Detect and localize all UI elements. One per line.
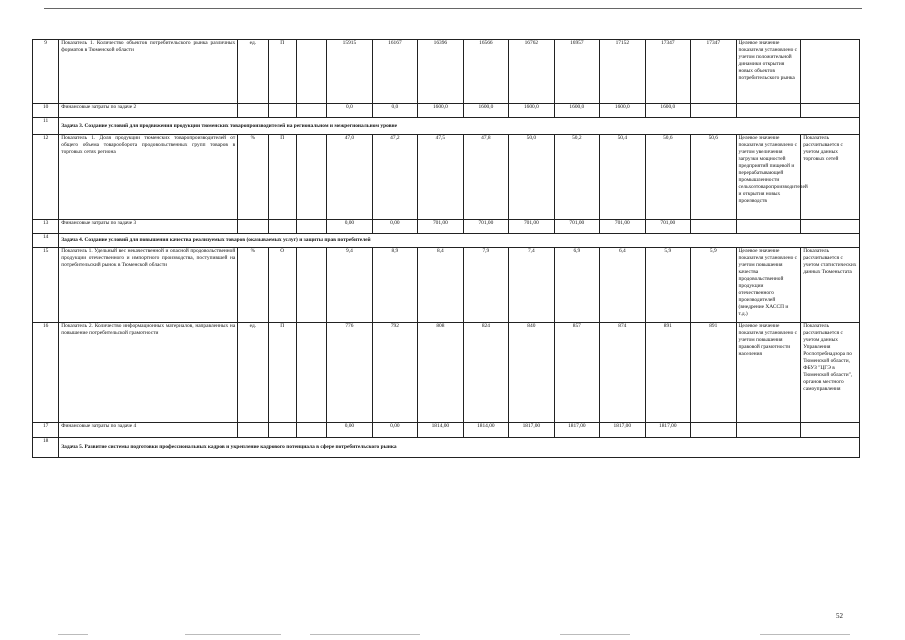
note-cell [736, 423, 801, 438]
value-cell: 891 [691, 323, 736, 423]
note-cell [736, 220, 801, 234]
source-note-cell: Показатель рассчитывается с учетом статистических данных Тюменьстата [801, 248, 860, 323]
table-row [33, 40, 860, 104]
note-cell: Целевое значение показателя установлено с учетом повышения качества продовольственной продукции отечественного производителей (внедрение ХАССП и т.д.) [736, 248, 801, 323]
source-note-cell [801, 40, 860, 104]
table-row [33, 248, 860, 323]
value-cell [691, 220, 736, 234]
value-cell: 701,00 [418, 220, 463, 234]
indicator-name: Показатель 1. Количество объектов потребительского рынка различных форматов в Тюменской области [59, 40, 238, 104]
value-cell: 0,00 [372, 423, 417, 438]
indicator-name: Показатель 2. Количество информационных материалов, направленных на повышение потребительской грамотности [59, 323, 238, 423]
direction-cell: О [268, 248, 296, 323]
value-cell: 16957 [554, 40, 599, 104]
task-title: Задача 4. Создание условий для повышения качества реализуемых товаров (оказываемых услуг) и защиты прав потребителей [59, 234, 860, 248]
value-cell: 1817,00 [509, 423, 554, 438]
task-title: Задача 3. Создание условий для продвижения продукции тюменских товаропроизводителей на региональном и межрегиональном уровне [59, 118, 860, 135]
value-cell: 874 [600, 323, 645, 423]
footer-line [58, 634, 88, 635]
value-cell: 0,0 [327, 104, 372, 118]
unit-cell [238, 220, 268, 234]
value-cell: 5,9 [645, 248, 690, 323]
indicator-name: Финансовые затраты по задаче 4 [59, 423, 238, 438]
value-cell: 6,4 [600, 248, 645, 323]
direction-cell: П [268, 323, 296, 423]
row-number: 10 [33, 104, 59, 118]
value-cell: 8,9 [372, 248, 417, 323]
unit-cell: ед. [238, 40, 268, 104]
value-cell: 1600,0 [418, 104, 463, 118]
table-row [33, 220, 860, 234]
value-cell: 7,4 [509, 248, 554, 323]
row-number: 12 [33, 135, 59, 220]
source-note-cell [801, 220, 860, 234]
value-cell: 776 [327, 323, 372, 423]
note-cell: Целевое значение показателя установлено с учетом положительной динамики открытия новых объектов потребительского рынка [736, 40, 801, 104]
value-cell: 50,6 [691, 135, 736, 220]
value-cell: 701,00 [645, 220, 690, 234]
value-cell: 17347 [691, 40, 736, 104]
value-cell [691, 104, 736, 118]
footer-line [760, 634, 850, 635]
value-cell: 0,00 [327, 423, 372, 438]
page-top-border [44, 8, 862, 9]
table-body [33, 40, 860, 458]
value-cell: 50,2 [554, 135, 599, 220]
indicator-name: Финансовые затраты по задаче 2 [59, 104, 238, 118]
value-cell: 840 [509, 323, 554, 423]
unit-cell: % [238, 248, 268, 323]
source-note-cell: Показатель рассчитывается с учетом данных Управления Роспотребнадзора по Тюменской области, ФБУЗ "ЦГЭ в Тюменской области", органов местного самоуправления [801, 323, 860, 423]
note-cell: Целевое значение показателя установлено с учетом повышения правовой грамотности населения [736, 323, 801, 423]
indicator-name: Показатель 1. Удельный вес некачественной и опасной продовольственной продукции отечественного и импортного производства, поступившей на потребительский рынок в Тюменской области [59, 248, 238, 323]
row-number: 17 [33, 423, 59, 438]
value-cell: 15915 [327, 40, 372, 104]
page-number: 52 [836, 612, 843, 620]
value-cell: 701,00 [463, 220, 508, 234]
value-cell: 47,2 [372, 135, 417, 220]
value-cell: 47,8 [463, 135, 508, 220]
value-cell: 50,6 [645, 135, 690, 220]
extra-cell [296, 40, 326, 104]
extra-cell [296, 323, 326, 423]
unit-cell: % [238, 135, 268, 220]
extra-cell [296, 423, 326, 438]
row-number: 14 [33, 234, 59, 248]
value-cell: 701,00 [600, 220, 645, 234]
value-cell: 0,00 [327, 220, 372, 234]
value-cell: 1600,0 [509, 104, 554, 118]
extra-cell [296, 104, 326, 118]
direction-cell [268, 423, 296, 438]
value-cell: 6,9 [554, 248, 599, 323]
task-title: Задача 5. Развитие системы подготовки профессиональных кадров и укрепление кадрового потенциала в сфере потребительского рынка [59, 438, 860, 458]
table-row [33, 423, 860, 438]
table-row [33, 135, 860, 220]
indicator-name: Показатель 1. Доля продукции тюменских товаропроизводителей от общего объема товарооборота продовольственных групп товаров в торговых сетях региона [59, 135, 238, 220]
footer-line [310, 634, 420, 635]
source-note-cell [801, 423, 860, 438]
value-cell: 701,00 [554, 220, 599, 234]
direction-cell: П [268, 135, 296, 220]
value-cell: 792 [372, 323, 417, 423]
row-number: 18 [33, 438, 59, 458]
value-cell: 891 [645, 323, 690, 423]
value-cell: 1817,00 [645, 423, 690, 438]
row-number: 11 [33, 118, 59, 135]
value-cell: 8,4 [418, 248, 463, 323]
value-cell: 0,00 [372, 220, 417, 234]
value-cell: 1814,00 [418, 423, 463, 438]
footer-line [185, 634, 281, 635]
table-row [33, 323, 860, 423]
indicator-name: Финансовые затраты по задаче 3 [59, 220, 238, 234]
value-cell: 1817,00 [600, 423, 645, 438]
value-cell: 16762 [509, 40, 554, 104]
task-row [33, 234, 860, 248]
value-cell: 1600,0 [600, 104, 645, 118]
value-cell [691, 423, 736, 438]
value-cell: 17347 [645, 40, 690, 104]
value-cell: 16566 [463, 40, 508, 104]
unit-cell: ед. [238, 323, 268, 423]
indicators-table [32, 39, 860, 458]
extra-cell [296, 248, 326, 323]
row-number: 15 [33, 248, 59, 323]
value-cell: 47,0 [327, 135, 372, 220]
source-note-cell [801, 104, 860, 118]
task-row [33, 118, 860, 135]
value-cell: 47,5 [418, 135, 463, 220]
value-cell: 50,4 [600, 135, 645, 220]
row-number: 13 [33, 220, 59, 234]
value-cell: 16167 [372, 40, 417, 104]
note-cell: Целевое значение показателя установлено с учетом увеличения загрузки мощностей предприятий пищевой и перерабатывающей промышленности сельхозтоваропроизводителей и открытия новых производств [736, 135, 801, 220]
extra-cell [296, 135, 326, 220]
direction-cell [268, 104, 296, 118]
task-row [33, 438, 860, 458]
value-cell: 5,9 [691, 248, 736, 323]
value-cell: 857 [554, 323, 599, 423]
note-cell [736, 104, 801, 118]
table-row [33, 104, 860, 118]
footer-line [560, 634, 630, 635]
direction-cell: П [268, 40, 296, 104]
value-cell: 1600,0 [645, 104, 690, 118]
value-cell: 1817,00 [554, 423, 599, 438]
value-cell: 1814,00 [463, 423, 508, 438]
value-cell: 50,0 [509, 135, 554, 220]
value-cell: 1600,0 [554, 104, 599, 118]
value-cell: 7,9 [463, 248, 508, 323]
unit-cell [238, 423, 268, 438]
row-number: 9 [33, 40, 59, 104]
extra-cell [296, 220, 326, 234]
direction-cell [268, 220, 296, 234]
value-cell: 824 [463, 323, 508, 423]
value-cell: 701,00 [509, 220, 554, 234]
unit-cell [238, 104, 268, 118]
source-note-cell: Показатель рассчитывается с учетом данных торговых сетей [801, 135, 860, 220]
row-number: 16 [33, 323, 59, 423]
value-cell: 0,0 [372, 104, 417, 118]
value-cell: 1600,0 [463, 104, 508, 118]
value-cell: 16396 [418, 40, 463, 104]
value-cell: 17152 [600, 40, 645, 104]
value-cell: 808 [418, 323, 463, 423]
value-cell: 9,4 [327, 248, 372, 323]
